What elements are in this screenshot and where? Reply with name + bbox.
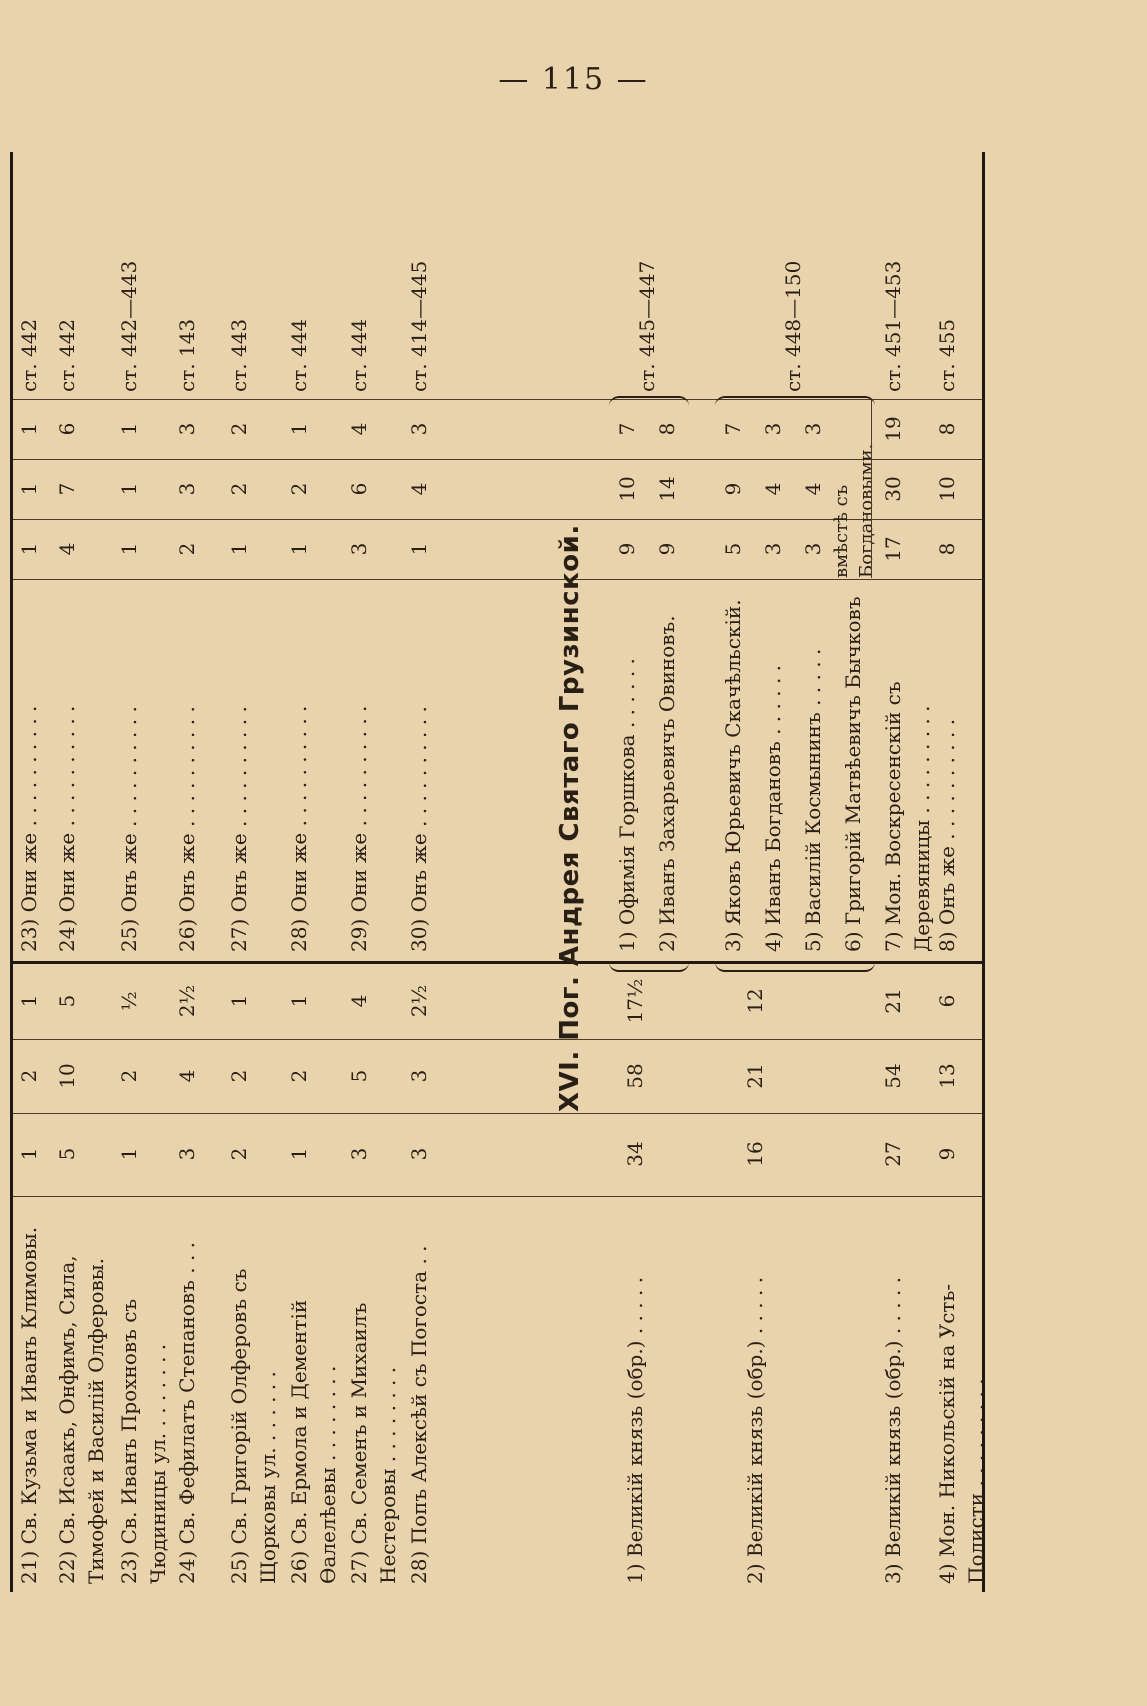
section-count-c: 17½ bbox=[623, 978, 647, 1024]
row-count-b: 2 bbox=[227, 1069, 251, 1083]
section-note: вмѣстѣ съ Богдановыми. bbox=[831, 443, 877, 578]
section-count-d: 17 bbox=[881, 536, 905, 562]
row-count-b: 5 bbox=[347, 1069, 371, 1083]
row-left-entry: 21) Св. Кузьма и Иванъ Климовы. bbox=[17, 1226, 41, 1584]
row-count-d: 1 bbox=[407, 542, 431, 556]
row-count-d: 1 bbox=[17, 542, 41, 556]
row-right-entry: 25) Онъ же . . . . . . . . . . bbox=[117, 706, 141, 952]
section-left-entry: 1) Великій князь (обр.) . . . . . bbox=[623, 1276, 647, 1584]
section-count-c: 21 bbox=[881, 988, 905, 1014]
row-count-a: 1 bbox=[117, 1147, 141, 1161]
row-reference: ст. 442 bbox=[55, 318, 79, 392]
section-reference: ст. 455 bbox=[935, 318, 959, 392]
row-count-e: 1 bbox=[117, 482, 141, 496]
section-left-entry: 2) Великій князь (обр.) . . . . . bbox=[743, 1276, 767, 1584]
row-count-c: 1 bbox=[227, 994, 251, 1008]
row-count-a: 3 bbox=[407, 1147, 431, 1161]
row-count-f: 1 bbox=[17, 422, 41, 436]
row-count-a: 1 bbox=[17, 1147, 41, 1161]
row-count-e: 1 bbox=[17, 482, 41, 496]
row-left-entry: 25) Св. Григорій Олферовъ съ Щорковы ул. . . . . . . bbox=[227, 1268, 280, 1584]
section-count-c: 12 bbox=[743, 988, 767, 1014]
section-count-a: 16 bbox=[743, 1141, 767, 1167]
section-reference: ст. 445—447 bbox=[635, 260, 659, 392]
section-right-entry: 4) Иванъ Богдановъ . . . . . . bbox=[761, 664, 785, 952]
row-count-f: 1 bbox=[287, 422, 311, 436]
row-count-b: 10 bbox=[55, 1063, 79, 1089]
section-count-e: 4 bbox=[801, 482, 825, 496]
section-count-f: 3 bbox=[761, 422, 785, 436]
row-count-c: 4 bbox=[347, 994, 371, 1008]
row-count-a: 5 bbox=[55, 1147, 79, 1161]
row-right-entry: 28) Они же . . . . . . . . . . bbox=[287, 705, 311, 952]
section-count-f: 7 bbox=[615, 422, 639, 436]
section-count-e: 14 bbox=[655, 476, 679, 502]
row-count-d: 3 bbox=[347, 542, 371, 556]
section-right-entry: 8) Онъ же . . . . . . . . . . bbox=[935, 718, 959, 952]
row-left-entry: 23) Св. Иванъ Прохновъ съ Чюдиницы ул. . . . . . . . bbox=[117, 1298, 170, 1584]
row-right-entry: 26) Онъ же . . . . . . . . . . bbox=[175, 706, 199, 952]
row-count-e: 3 bbox=[175, 482, 199, 496]
row-count-a: 2 bbox=[227, 1147, 251, 1161]
section-count-d: 5 bbox=[721, 542, 745, 556]
row-count-c: 2½ bbox=[407, 984, 431, 1018]
row-left-entry: 24) Св. Фефилатъ Степановъ . . . bbox=[175, 1241, 199, 1584]
row-count-e: 6 bbox=[347, 482, 371, 496]
row-count-b: 3 bbox=[407, 1069, 431, 1083]
row-count-a: 1 bbox=[287, 1147, 311, 1161]
row-count-c: 1 bbox=[287, 994, 311, 1008]
section-count-f: 8 bbox=[935, 422, 959, 436]
row-count-e: 2 bbox=[287, 482, 311, 496]
section-count-e: 9 bbox=[721, 482, 745, 496]
register-table bbox=[10, 152, 988, 1592]
section-right-entry: 3) Яковъ Юрьевичъ Скачѣльскій. bbox=[721, 599, 745, 952]
section-left-entry: 3) Великій князь (обр.) . . . . . bbox=[881, 1276, 905, 1584]
row-count-d: 1 bbox=[227, 542, 251, 556]
row-right-entry: 23) Они же . . . . . . . . . . bbox=[17, 705, 41, 952]
brace-right bbox=[715, 396, 875, 410]
row-right-entry: 30) Онъ же . . . . . . . . . . bbox=[407, 706, 431, 952]
row-count-f: 3 bbox=[175, 422, 199, 436]
row-count-a: 3 bbox=[175, 1147, 199, 1161]
section-count-b: 21 bbox=[743, 1063, 767, 1089]
section-count-a: 27 bbox=[881, 1141, 905, 1167]
section-reference: ст. 451—453 bbox=[881, 260, 905, 392]
row-count-b: 2 bbox=[17, 1069, 41, 1083]
row-count-b: 2 bbox=[117, 1069, 141, 1083]
section-count-d: 3 bbox=[801, 542, 825, 556]
row-left-entry: 22) Св. Исаакъ, Онфимъ, Сила, Тимофей и Василій Олферовы. bbox=[55, 1255, 108, 1584]
col-divider bbox=[13, 1196, 982, 1197]
row-count-f: 4 bbox=[347, 422, 371, 436]
row-divider bbox=[871, 400, 872, 578]
row-count-e: 7 bbox=[55, 482, 79, 496]
section-count-e: 30 bbox=[881, 476, 905, 502]
row-count-f: 2 bbox=[227, 422, 251, 436]
section-right-entry: 2) Иванъ Захарьевичъ Овиновъ. bbox=[655, 615, 679, 952]
row-count-b: 2 bbox=[287, 1069, 311, 1083]
row-count-d: 2 bbox=[175, 542, 199, 556]
section-left-entry: 4) Мон. Никольскій на Усть-Полисти . . . . . . . . . bbox=[935, 1283, 988, 1584]
section-count-b: 13 bbox=[935, 1063, 959, 1089]
row-count-e: 4 bbox=[407, 482, 431, 496]
section-count-e: 4 bbox=[761, 482, 785, 496]
row-reference: ст. 443 bbox=[227, 318, 251, 392]
col-divider bbox=[13, 1039, 982, 1040]
section-reference: ст. 448—150 bbox=[781, 260, 805, 392]
section-count-e: 10 bbox=[615, 476, 639, 502]
row-right-entry: 29) Они же . . . . . . . . . . bbox=[347, 705, 371, 952]
row-left-entry: 26) Св. Ермола и Дементій Өалелѣевы . . . . . . . . bbox=[287, 1299, 340, 1584]
row-right-entry: 24) Они же . . . . . . . . . . bbox=[55, 705, 79, 952]
row-count-f: 1 bbox=[117, 422, 141, 436]
row-count-a: 3 bbox=[347, 1147, 371, 1161]
section-right-entry: 7) Мон. Воскресенскій съ Деревяницы . . . . . . . . . bbox=[881, 681, 934, 952]
section-count-a: 34 bbox=[623, 1141, 647, 1167]
row-right-entry: 27) Онъ же . . . . . . . . . . bbox=[227, 706, 251, 952]
section-count-f: 3 bbox=[801, 422, 825, 436]
row-left-entry: 27) Св. Семенъ и Михаилъ Нестеровы . . . . . . . . bbox=[347, 1302, 400, 1584]
rotated-table-container bbox=[10, 152, 988, 1592]
row-count-c: ½ bbox=[117, 991, 141, 1011]
row-count-e: 2 bbox=[227, 482, 251, 496]
section-count-c: 6 bbox=[935, 994, 959, 1008]
row-count-d: 1 bbox=[287, 542, 311, 556]
section-title: XVI. Пог. Андрея Святаго Грузинской. bbox=[555, 524, 585, 1112]
section-right-entry: 6) Григорій Матвѣевичъ Бычковъ bbox=[841, 596, 865, 952]
section-count-d: 9 bbox=[615, 542, 639, 556]
section-count-f: 8 bbox=[655, 422, 679, 436]
row-count-c: 5 bbox=[55, 994, 79, 1008]
col-divider bbox=[13, 579, 982, 580]
section-count-d: 8 bbox=[935, 542, 959, 556]
section-right-entry: 5) Василій Космынинъ . . . . . bbox=[801, 648, 825, 952]
section-count-d: 9 bbox=[655, 542, 679, 556]
section-count-f: 7 bbox=[721, 422, 745, 436]
row-count-d: 1 bbox=[117, 542, 141, 556]
brace-right bbox=[609, 396, 689, 410]
section-count-d: 3 bbox=[761, 542, 785, 556]
section-count-a: 9 bbox=[935, 1147, 959, 1161]
row-count-d: 4 bbox=[55, 542, 79, 556]
row-left-entry: 28) Попъ Алексѣй съ Погоста . . bbox=[407, 1245, 431, 1584]
section-count-b: 54 bbox=[881, 1063, 905, 1089]
section-count-e: 10 bbox=[935, 476, 959, 502]
row-reference: ст. 444 bbox=[347, 318, 371, 392]
section-count-f: 19 bbox=[881, 416, 905, 442]
row-count-f: 3 bbox=[407, 422, 431, 436]
page-number: — 115 — bbox=[498, 62, 649, 97]
section-count-b: 58 bbox=[623, 1063, 647, 1089]
col-divider bbox=[13, 1113, 982, 1114]
row-reference: ст. 143 bbox=[175, 318, 199, 392]
row-count-c: 2½ bbox=[175, 984, 199, 1018]
brace-left bbox=[715, 954, 875, 972]
section-right-entry: 1) Офимія Горшкова . . . . . . bbox=[615, 658, 639, 952]
brace-left bbox=[609, 954, 689, 972]
row-reference: ст. 442 bbox=[17, 318, 41, 392]
row-reference: ст. 442—443 bbox=[117, 260, 141, 392]
row-count-c: 1 bbox=[17, 994, 41, 1008]
row-count-f: 6 bbox=[55, 422, 79, 436]
row-reference: ст. 444 bbox=[287, 318, 311, 392]
row-count-b: 4 bbox=[175, 1069, 199, 1083]
row-reference: ст. 414—445 bbox=[407, 260, 431, 392]
